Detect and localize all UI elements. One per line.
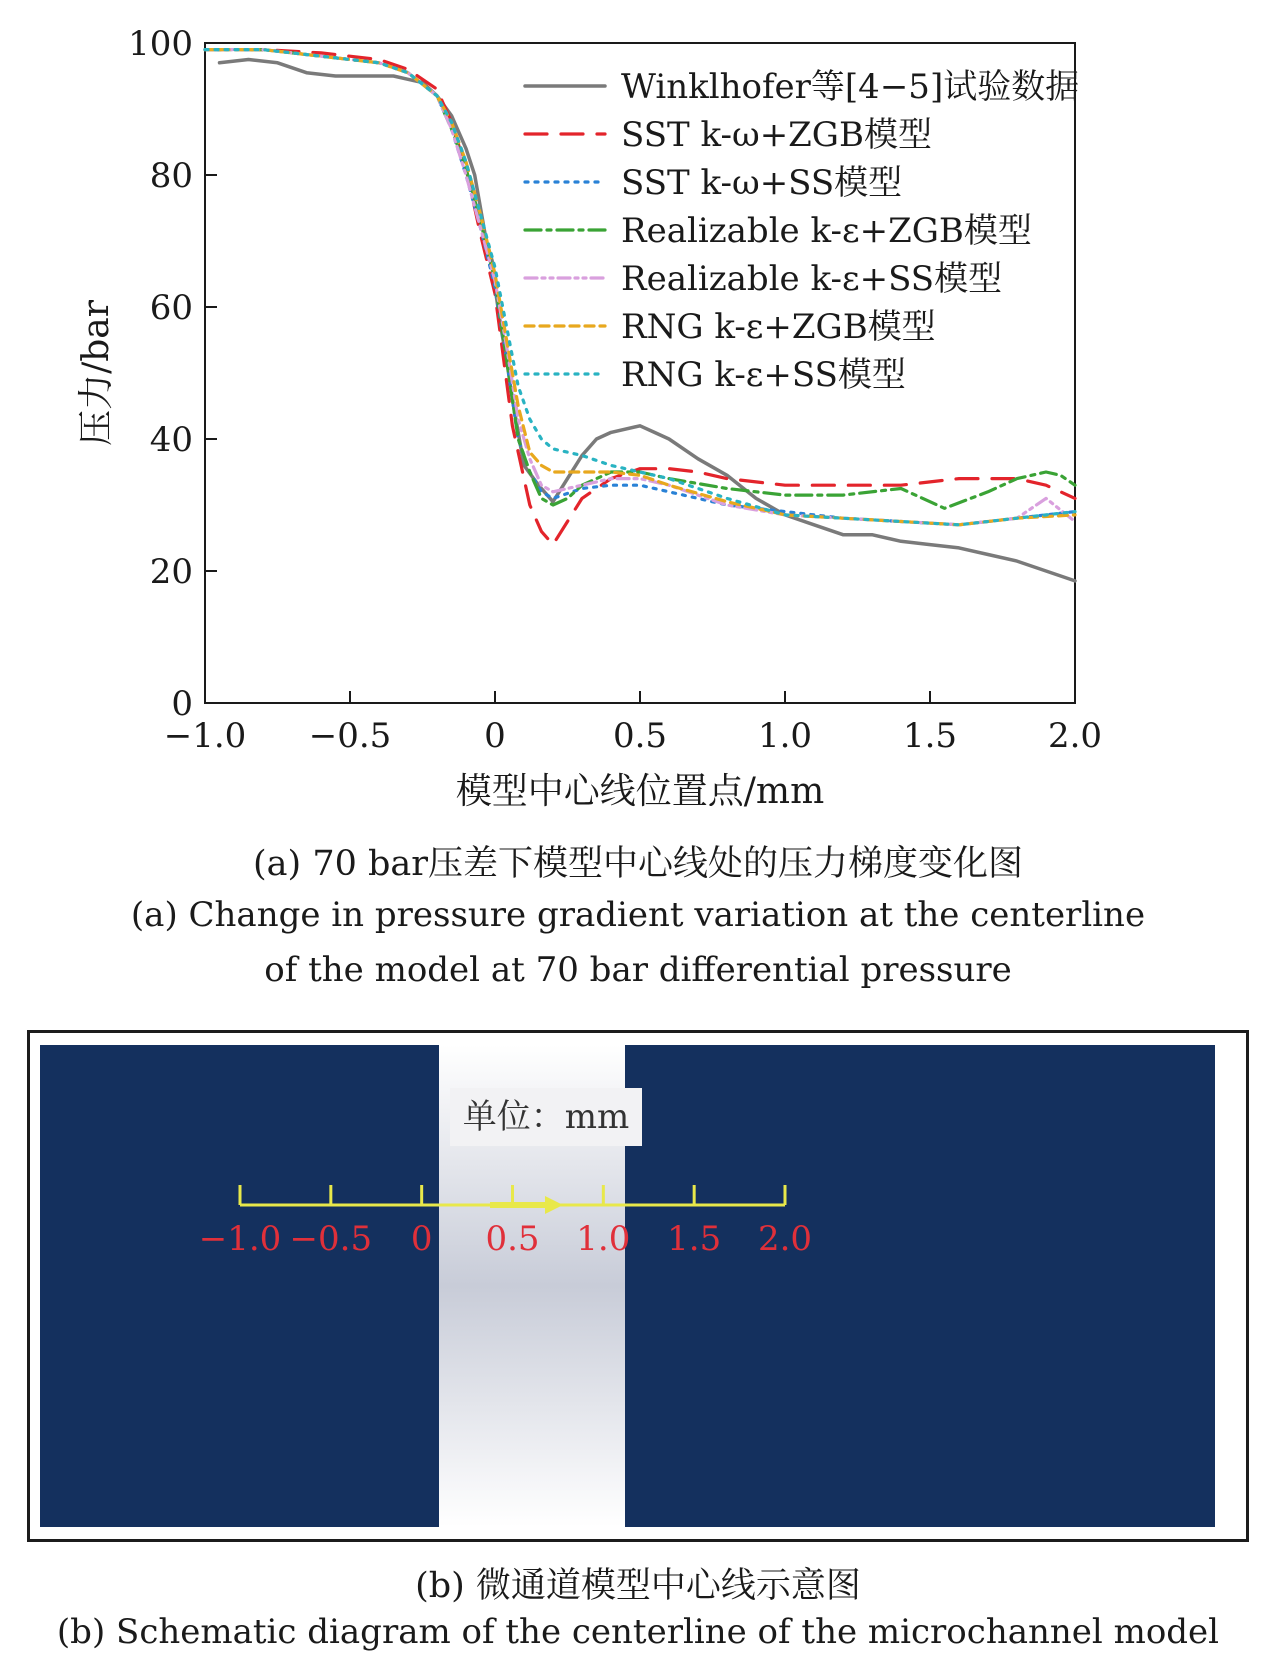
- y-axis-label: 压力/bar: [76, 300, 117, 446]
- left-block: [40, 1045, 439, 1527]
- centerline-label: −0.5: [289, 1219, 373, 1259]
- x-tick-label: −0.5: [308, 716, 392, 756]
- unit-label: 单位：mm: [450, 1088, 642, 1146]
- y-tick-label: 40: [149, 420, 193, 460]
- y-tick-label: 20: [149, 552, 193, 592]
- legend-label-2: SST k-ω+SS模型: [621, 163, 903, 203]
- caption-a-english-line1: (a) Change in pressure gradient variation at the centerline: [130, 895, 1146, 935]
- centerline-label: 1.5: [667, 1219, 722, 1259]
- y-tick-label: 80: [149, 156, 193, 196]
- caption-b-chinese: (b) 微通道模型中心线示意图: [415, 1566, 861, 1606]
- microchannel-schematic: [27, 1030, 1249, 1542]
- caption-a-chinese: (a) 70 bar压差下模型中心线处的压力梯度变化图: [253, 844, 1023, 884]
- y-tick-label: 100: [128, 24, 193, 64]
- centerline-label: −1.0: [198, 1219, 282, 1259]
- legend-label-0: Winklhofer等[4−5]试验数据: [621, 67, 1080, 107]
- pressure-chart: [0, 0, 1276, 830]
- legend: [525, 67, 1079, 395]
- x-axis-label: 模型中心线位置点/mm: [455, 771, 825, 812]
- caption-a-english-line2: of the model at 70 bar differential pressure: [264, 950, 1012, 990]
- x-axis: [164, 691, 1102, 756]
- x-tick-label: 1.5: [902, 716, 958, 756]
- x-tick-label: 2.0: [1047, 716, 1103, 756]
- legend-label-6: RNG k-ε+SS模型: [621, 355, 906, 395]
- centerline-label: 2.0: [757, 1219, 813, 1259]
- right-block: [625, 1045, 1215, 1527]
- centerline-label: 1.0: [576, 1219, 631, 1259]
- legend-label-4: Realizable k-ε+SS模型: [621, 259, 1003, 299]
- legend-label-1: SST k-ω+ZGB模型: [621, 115, 932, 155]
- caption-b-english: (b) Schematic diagram of the centerline of the microchannel model: [56, 1612, 1220, 1652]
- centerline-label: 0.5: [485, 1219, 540, 1259]
- y-tick-label: 60: [149, 288, 193, 328]
- x-tick-label: 0.5: [612, 716, 668, 756]
- centerline-label: 0: [410, 1219, 433, 1259]
- x-tick-label: 0: [484, 716, 506, 756]
- y-axis: [128, 24, 217, 724]
- legend-label-3: Realizable k-ε+ZGB模型: [621, 211, 1032, 251]
- y-tick-label: 0: [171, 684, 193, 724]
- x-tick-label: 1.0: [757, 716, 813, 756]
- x-tick-label: −1.0: [163, 716, 247, 756]
- legend-label-5: RNG k-ε+ZGB模型: [621, 307, 936, 347]
